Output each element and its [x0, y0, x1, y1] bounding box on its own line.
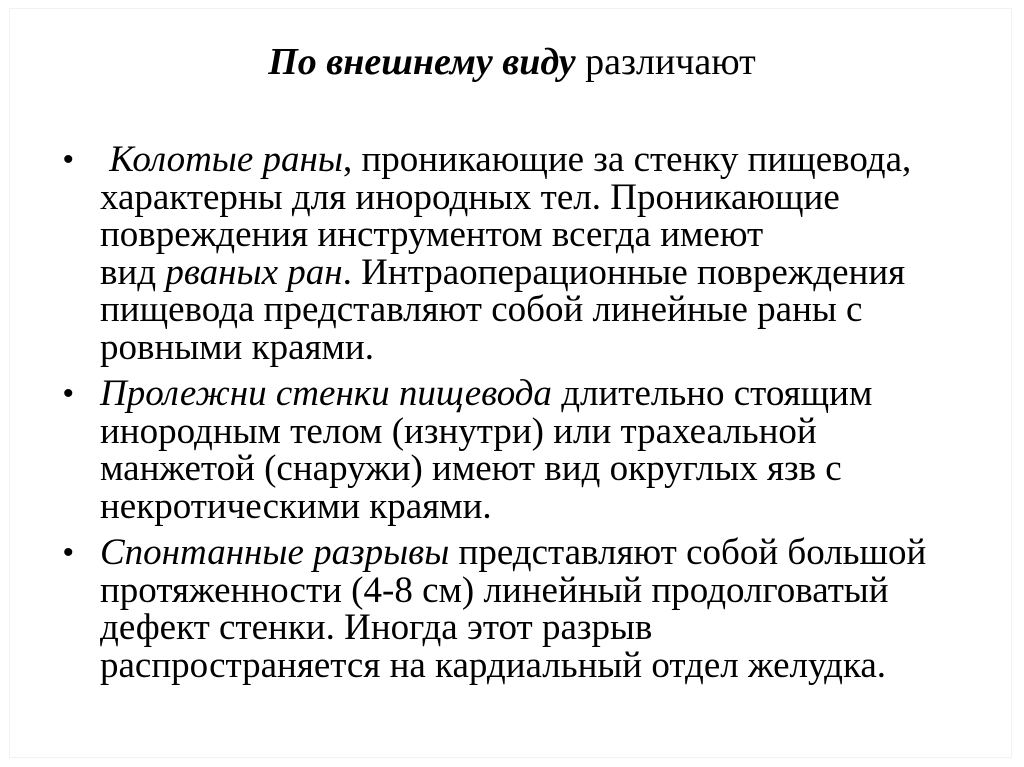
body-text: дефект стенки. Иногда этот разрыв [100, 607, 653, 648]
body-text: представляют собой большой [449, 532, 927, 573]
text-line [100, 326, 983, 368]
body-text: длительно стоящим [551, 373, 873, 414]
text-line [100, 251, 983, 293]
body-text: пищевода представляют собой линейные раны с [100, 289, 863, 330]
emphasized-term: рваных ран [165, 251, 343, 293]
body-text: инородным телом (изнутри) или трахеальной [100, 410, 817, 452]
bullet-item [63, 141, 983, 366]
text-line [100, 485, 983, 527]
text-line [100, 176, 983, 218]
body-text: повреждения инструментом всегда имеют [100, 214, 764, 255]
body-text: манжетой (снаружи) имеют вид округлых язв с [100, 448, 842, 489]
body-text [100, 139, 109, 180]
bullet-text [100, 141, 983, 366]
text-line [100, 291, 983, 329]
bullet-item [63, 534, 983, 684]
bullet-list [63, 141, 983, 693]
body-text: распространяется на кардиальный отдел желудка. [100, 644, 887, 686]
bullet-marker: • [63, 377, 74, 410]
bullet-text [100, 375, 983, 525]
text-line [100, 375, 983, 413]
body-text: вид [100, 251, 166, 293]
body-text: ровными краями. [100, 326, 374, 368]
bullet-marker: • [63, 536, 74, 569]
bullet-marker: • [63, 143, 74, 176]
body-text: характерны для инородных тел. Проникающие [100, 176, 840, 218]
text-line [100, 410, 983, 452]
text-line [100, 141, 983, 179]
body-text: , проникающие за стенку пищевода, [342, 139, 912, 180]
text-line [100, 534, 983, 572]
text-line [100, 450, 983, 488]
body-text: протяженности (4-8 см) линейный продолговатый [100, 569, 889, 611]
text-line [100, 569, 983, 611]
title-rest: различают [575, 41, 756, 83]
text-line [100, 644, 983, 686]
emphasized-term: Колотые раны [109, 139, 343, 180]
bullet-item [63, 375, 983, 525]
slide-title [0, 40, 1024, 84]
bullet-text [100, 534, 983, 684]
emphasized-term: Спонтанные разрывы [100, 532, 450, 573]
body-text: некротическими краями. [100, 485, 492, 527]
body-text: . Интраоперационные повреждения [342, 251, 906, 293]
text-line [100, 216, 983, 254]
emphasized-term: Пролежни стенки пищевода [100, 373, 552, 414]
text-line [100, 609, 983, 647]
title-emphasis: По внешнему виду [268, 41, 576, 83]
